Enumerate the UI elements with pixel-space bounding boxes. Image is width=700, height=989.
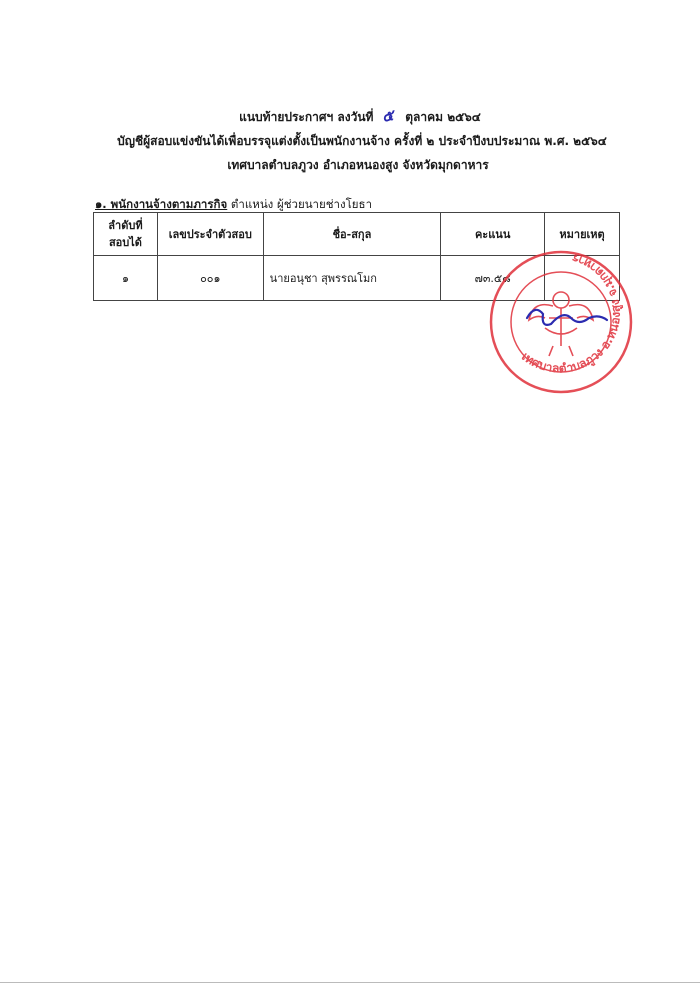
header-rank-line2: สอบได้ bbox=[108, 236, 142, 249]
cell-score: ๗๓.๕๘ bbox=[441, 256, 545, 301]
cell-rank: ๑ bbox=[94, 256, 158, 301]
handwritten-day: ๕ bbox=[380, 106, 395, 126]
header-remark: หมายเหตุ bbox=[545, 213, 620, 256]
scan-edge-line bbox=[0, 982, 700, 983]
attachment-month-year: ตุลาคม ๒๕๖๔ bbox=[405, 110, 481, 124]
section-position: ตำแหน่ง ผู้ช่วยนายช่างโยธา bbox=[230, 197, 373, 211]
official-seal-stamp bbox=[483, 248, 643, 398]
cell-name: นายอนุชา สุพรรณโมก bbox=[263, 256, 441, 301]
document-header bbox=[0, 104, 700, 177]
header-name: ชื่อ-สกุล bbox=[263, 213, 441, 256]
garuda-emblem-icon bbox=[529, 292, 593, 356]
header-rank-line1: ลำดับที่ bbox=[108, 219, 143, 232]
seal-text: เทศบาลตำบลภูวง อ.หนองสูง จ.มุกดาหาร bbox=[519, 250, 623, 376]
seal-group bbox=[491, 251, 631, 392]
cell-exam-id: ๐๐๑ bbox=[157, 256, 263, 301]
organization-name: เทศบาลตำบลภูวง อำเภอหนองสูง จังหวัดมุกดาหาร bbox=[227, 158, 489, 172]
header-exam-id: เลขประจำตัวสอบ bbox=[157, 213, 263, 256]
attachment-prefix: แนบท้ายประกาศฯ ลงวันที่ bbox=[239, 110, 374, 124]
header-score: คะแนน bbox=[441, 213, 545, 256]
section-title: ๑. พนักงานจ้างตามภารกิจ bbox=[95, 197, 228, 211]
document-title: บัญชีผู้สอบแข่งขันได้เพื่อบรรจุแต่งตั้งเป็นพนักงานจ้าง ครั้งที่ ๒ ประจำปีงบประมาณ พ.ศ. ๒๕๖๔ bbox=[117, 134, 607, 148]
attachment-line bbox=[10, 104, 700, 129]
header-rank bbox=[94, 213, 158, 256]
